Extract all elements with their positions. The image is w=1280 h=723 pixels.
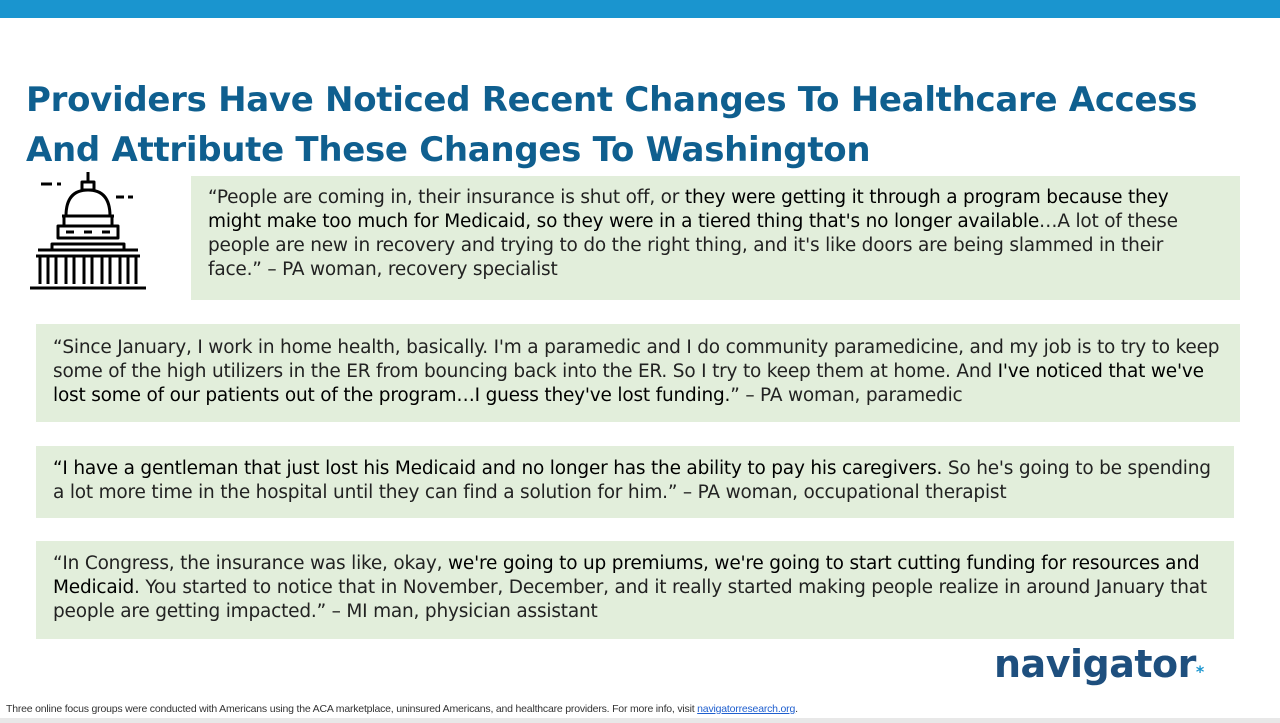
quote-text-end: …A lot of these people are new in recovery and trying to do the right thing, and it's like doors are being slammed in their face.” – PA woman, recovery specialist [208, 211, 1178, 280]
top-accent-bar [0, 0, 1280, 18]
quote-paramedic [36, 324, 1240, 422]
quote-emphasis: I've noticed that we've lost some of our patients out of the program…I guess they've lost funding. [53, 361, 1204, 406]
page-title [26, 75, 1256, 175]
quote-text-end: So he's going to be spending a lot more time in the hospital until they can find a solution for him.” – PA woman, occupational therapist [53, 458, 1211, 503]
footer-link[interactable]: navigatorresearch.org [697, 703, 796, 715]
navigator-logo [994, 644, 1204, 684]
logo-mark: * [1195, 662, 1204, 681]
page-title-line-1: Providers Have Noticed Recent Changes To Healthcare Access [26, 79, 1198, 120]
quote-emphasis: “I have a gentleman that just lost his Medicaid and no longer has the ability to pay his caregivers. [53, 458, 943, 479]
page-title-line-2: And Attribute These Changes To Washington [26, 129, 871, 170]
quote-recovery-specialist [191, 176, 1240, 300]
quote-emphasis: we're going to up premiums, we're going to start cutting funding for resources and Medicaid [53, 553, 1200, 598]
quote-text: “In Congress, the insurance was like, okay, [53, 553, 448, 574]
quote-text-end: ” – PA woman, paramedic [730, 385, 963, 406]
capitol-building-icon [26, 170, 150, 292]
footer-note [6, 702, 1276, 716]
quote-emphasis: they were getting it through a program because they might make too much for Medicaid, so they were in a tiered thing that's no longer available [208, 187, 1169, 232]
quote-text: “People are coming in, their insurance is shut off, or [208, 187, 685, 208]
quote-text-end: . You started to notice that in November, December, and it really started making people realize in around January that people are getting impacted.” – MI man, physician assistant [53, 577, 1207, 622]
logo-text: navigator [994, 642, 1196, 686]
quote-physician-assistant [36, 541, 1234, 639]
footer-text: Three online focus groups were conducted with Americans using the ACA marketplace, uninsured Americans, and healthcare providers. For more info, visit [6, 703, 698, 715]
footer-divider [0, 718, 1280, 723]
quote-occupational-therapist [36, 446, 1234, 518]
quote-text: “Since January, I work in home health, basically. I'm a paramedic and I do community paramedicine, and my job is to try to keep some of the high utilizers in the ER from bouncing back into the ER. So I try to keep them at home. And [53, 337, 1220, 382]
footer-end: . [795, 703, 798, 715]
